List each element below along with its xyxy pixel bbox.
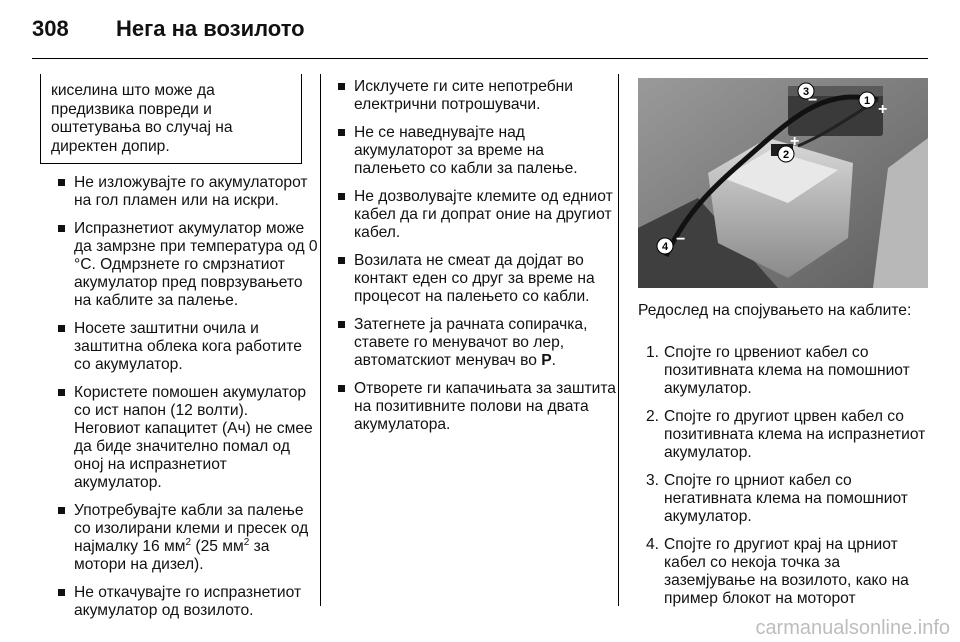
minus-sign-ground: − [676,231,686,248]
middle-bullet-list [336,78,618,444]
list-item: 4. Спојте го другиот крај на црниот кабел со некоја точка за заземјување на возилото, како на пример блокот на моторот [646,536,909,607]
minus-sign-battery: − [808,92,818,109]
svg-text:2: 2 [782,149,790,161]
list-item: 3. Спојте го црниот кабел со негативната клема на помошниот акумулатор. [646,472,908,525]
svg-text:1: 1 [863,95,871,107]
list-item: Не изложувајте го акумулаторот на гол пламен или на искри. [56,174,318,210]
bullet-square-icon [338,193,345,200]
list-item: Затегнете ја рачната сопирачка, ставете го менувачот во лер, автоматскиот менувач во P. [336,316,618,370]
jump-start-figure [638,78,928,288]
bullet-square-icon [338,129,345,136]
list-item: Носете заштитни очила и заштитна облека кога работите со акумулатор. [56,320,318,374]
bullet-square-icon [58,325,65,332]
page-title: Нега на возилото [116,16,305,41]
column-divider-1 [320,74,321,606]
list-item: Не дозволувајте клемите од едниот кабел да ги допрат оние на другиот кабел. [336,188,618,242]
plus-sign-fuse-box: + [790,133,800,150]
warning-box [40,74,302,164]
left-bullet-list [56,174,318,630]
connection-steps [638,344,928,618]
list-item: Испразнетиот акумулатор може да замрзне при температура од 0 °C. Одмрзнете го смрзнатиот акумулатор пред поврзувањето на каблите за палење. [56,220,318,310]
bullet-square-icon [338,321,345,328]
bullet-square-icon [58,507,65,514]
list-item: Употребувајте кабли за палење со изолирани клеми и пресек од најмалку 16 $мм^2$ (25 $мм^2$ за мотори на дизел). [56,502,318,574]
page-number: 308 [32,16,69,41]
bullet-square-icon [58,225,65,232]
header-rule [32,58,928,59]
watermark: carmanualsonline.info [755,617,950,639]
label-1 [859,92,875,108]
bullet-square-icon [338,83,345,90]
column-divider-2 [618,74,619,606]
label-4 [657,238,673,254]
list-item: 1. Спојте го црвениот кабел со позитивната клема на помошниот акумулатор. [646,344,910,397]
list-item: Не се наведнувајте над акумулаторот за време на палењето со кабли за палење. [336,124,618,178]
svg-text:3: 3 [802,86,810,98]
warning-text: киселина што може да предизвика повреди и оштетувања во случај на директен допир. [51,82,233,155]
list-item: Исклучете ги сите непотребни електрични потрошувачи. [336,78,618,114]
list-item: Возилата не смеат да дојдат во контакт еден со друг за време на процесот на палењето со кабли. [336,252,618,306]
bullet-square-icon [338,257,345,264]
svg-text:4: 4 [661,241,669,253]
plus-sign-battery: + [878,101,888,118]
list-item: Отворете ги капачињата за заштита на позитивните полови на двата акумулатора. [336,380,618,434]
figure-caption: Редослед на спојувањето на каблите: [638,302,912,319]
bullet-square-icon [338,385,345,392]
bullet-square-icon [58,179,65,186]
list-item: Користете помошен акумулатор со ист напон (12 волти). Неговиот капацитет (Ач) не смее да биде значително помал од оној на испразнетиот акумулатор. [56,384,318,492]
list-item: 2. Спојте го другиот црвен кабел со позитивната клема на испразнетиот акумулатор. [646,408,926,461]
bullet-square-icon [58,389,65,396]
bullet-square-icon [58,589,65,596]
list-item: Не откачувајте го испразнетиот акумулатор од возилото. [56,584,318,620]
